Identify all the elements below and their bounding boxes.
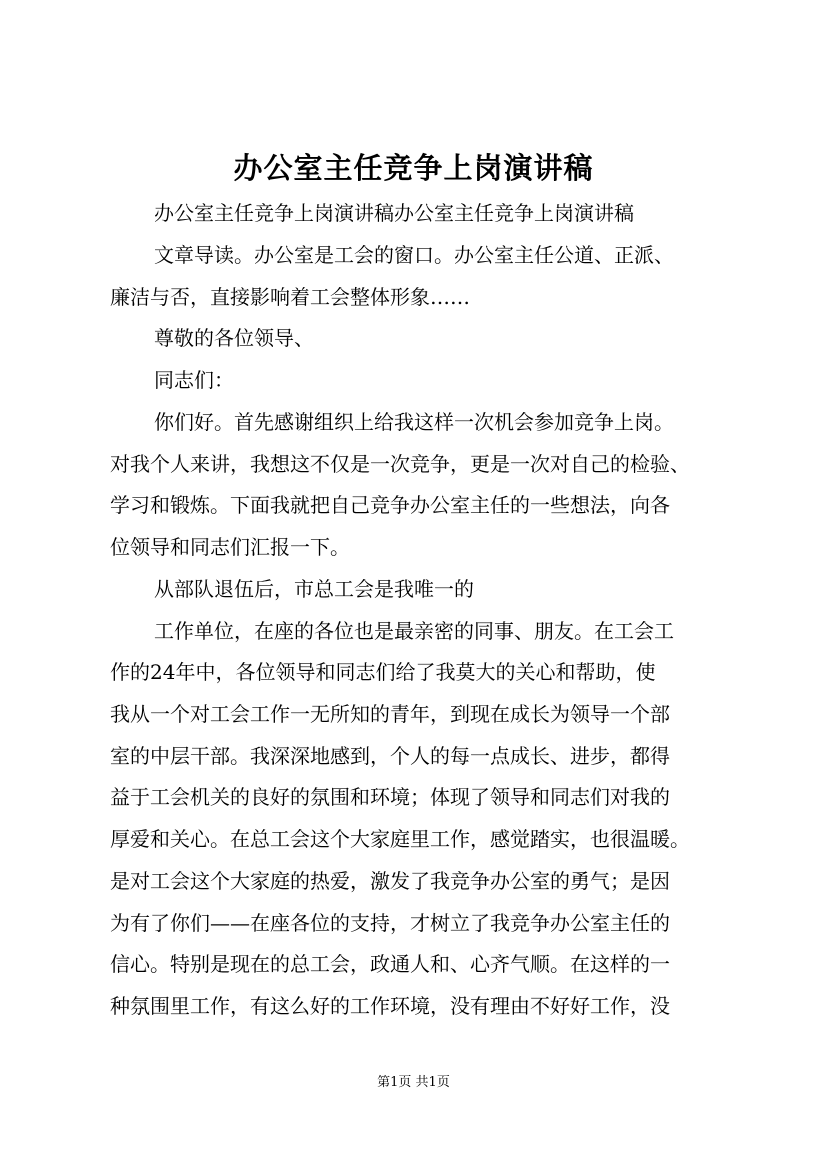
body-line: 厚爱和关心。在总工会这个大家庭里工作，感觉踏实，也很温暖。 xyxy=(110,827,690,851)
body-line: 位领导和同志们汇报一下。 xyxy=(110,535,350,559)
body-line: 作的24年中，各位领导和同志们给了我莫大的关心和帮助，使 xyxy=(110,660,656,684)
body-line: 是对工会这个大家庭的热爱，激发了我竞争办公室的勇气；是因 xyxy=(110,869,670,893)
body-line: 我从一个对工会工作一无所知的青年，到现在成长为领导一个部 xyxy=(110,702,670,726)
body-line: 室的中层干部。我深深地感到，个人的每一点成长、进步，都得 xyxy=(110,744,670,768)
body-line: 文章导读。办公室是工会的窗口。办公室主任公道、正派、 xyxy=(154,243,674,267)
body-line: 同志们： xyxy=(154,368,234,392)
body-line: 益于工会机关的良好的氛围和环境；体现了领导和同志们对我的 xyxy=(110,785,670,809)
page-number-footer: 第1页 共1页 xyxy=(377,1075,450,1090)
body-line: 办公室主任竞争上岗演讲稿办公室主任竞争上岗演讲稿 xyxy=(154,201,634,225)
body-line: 信心。特别是现在的总工会，政通人和、心齐气顺。在这样的一 xyxy=(110,952,670,976)
body-line: 从部队退伍后，市总工会是我唯一的 xyxy=(154,577,474,601)
body-line: 尊敬的各位领导、 xyxy=(154,326,314,350)
body-line: 学习和锻炼。下面我就把自己竞争办公室主任的一些想法，向各 xyxy=(110,493,670,517)
body-line: 种氛围里工作，有这么好的工作环境，没有理由不好好工作，没 xyxy=(110,994,670,1018)
document-title: 办公室主任竞争上岗演讲稿 xyxy=(233,151,594,185)
body-line: 廉洁与否，直接影响着工会整体形象…… xyxy=(110,285,470,309)
body-line: 为有了你们——在座各位的支持，才树立了我竞争办公室主任的 xyxy=(110,911,670,935)
body-line: 对我个人来讲，我想这不仅是一次竞争，更是一次对自己的检验、 xyxy=(110,452,690,476)
body-line: 你们好。首先感谢组织上给我这样一次机会参加竞争上岗。 xyxy=(154,410,674,434)
body-line: 工作单位，在座的各位也是最亲密的同事、朋友。在工会工 xyxy=(154,619,674,643)
